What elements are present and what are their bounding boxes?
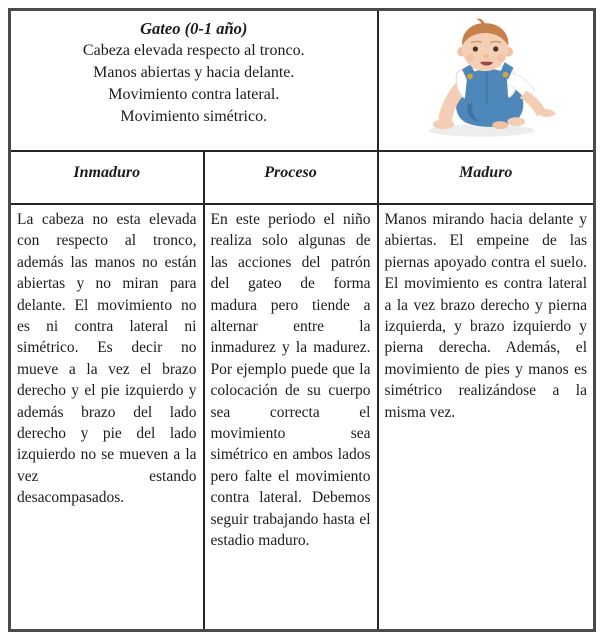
table-title: Gateo (0-1 año) xyxy=(140,19,248,38)
row-headers xyxy=(10,151,595,204)
header-inmaduro: Inmaduro xyxy=(10,151,204,204)
header-proceso: Proceso xyxy=(204,151,378,204)
cell-maduro-text: Manos mirando hacia delante y abiertas. El empeine de las piernas apoyado contra el suelo. El movimiento es contra lateral a la vez brazo derecho y pierna izquierda, y brazo izquierdo y pierna derecha. Además, el movimiento de pies y manos es simétrico realizándose a la misma vez. xyxy=(378,204,595,631)
row-descriptions xyxy=(10,204,595,631)
milestones-table xyxy=(8,8,596,632)
header-maduro: Maduro xyxy=(378,151,595,204)
baby-crawling-image xyxy=(406,18,566,142)
criterion-line-1: Cabeza elevada respecto al tronco. xyxy=(82,42,305,59)
row-title xyxy=(10,10,595,152)
criterion-line-3: Movimiento contra lateral. xyxy=(108,86,280,103)
criterion-line-4: Movimiento simétrico. xyxy=(120,108,268,125)
criterion-line-2: Manos abiertas y hacia delante. xyxy=(93,64,295,81)
baby-image-cell xyxy=(378,10,595,152)
title-cell xyxy=(10,10,378,152)
cell-inmaduro-text: La cabeza no esta elevada con respecto al tronco, además las manos no están abiertas y no miran para delante. El movimiento no es ni contra lateral ni simétrico. Es decir no mueve a la vez el brazo derecho y el pie izquierdo y además brazo del lado derecho y pie del lado izquierdo no se mueven a la vez estando desacompasados. xyxy=(10,204,204,631)
cell-proceso-text: En este periodo el niño realiza solo algunas de las acciones del patrón del gateo de forma madura pero tiende a alternar entre la inmadurez y la madurez. Por ejemplo puede que la colocación de su cuerpo sea correcta el movimiento sea simétrico en ambos lados pero falte el movimiento contra lateral. Debemos seguir trabajando hasta el estadio maduro. xyxy=(204,204,378,631)
